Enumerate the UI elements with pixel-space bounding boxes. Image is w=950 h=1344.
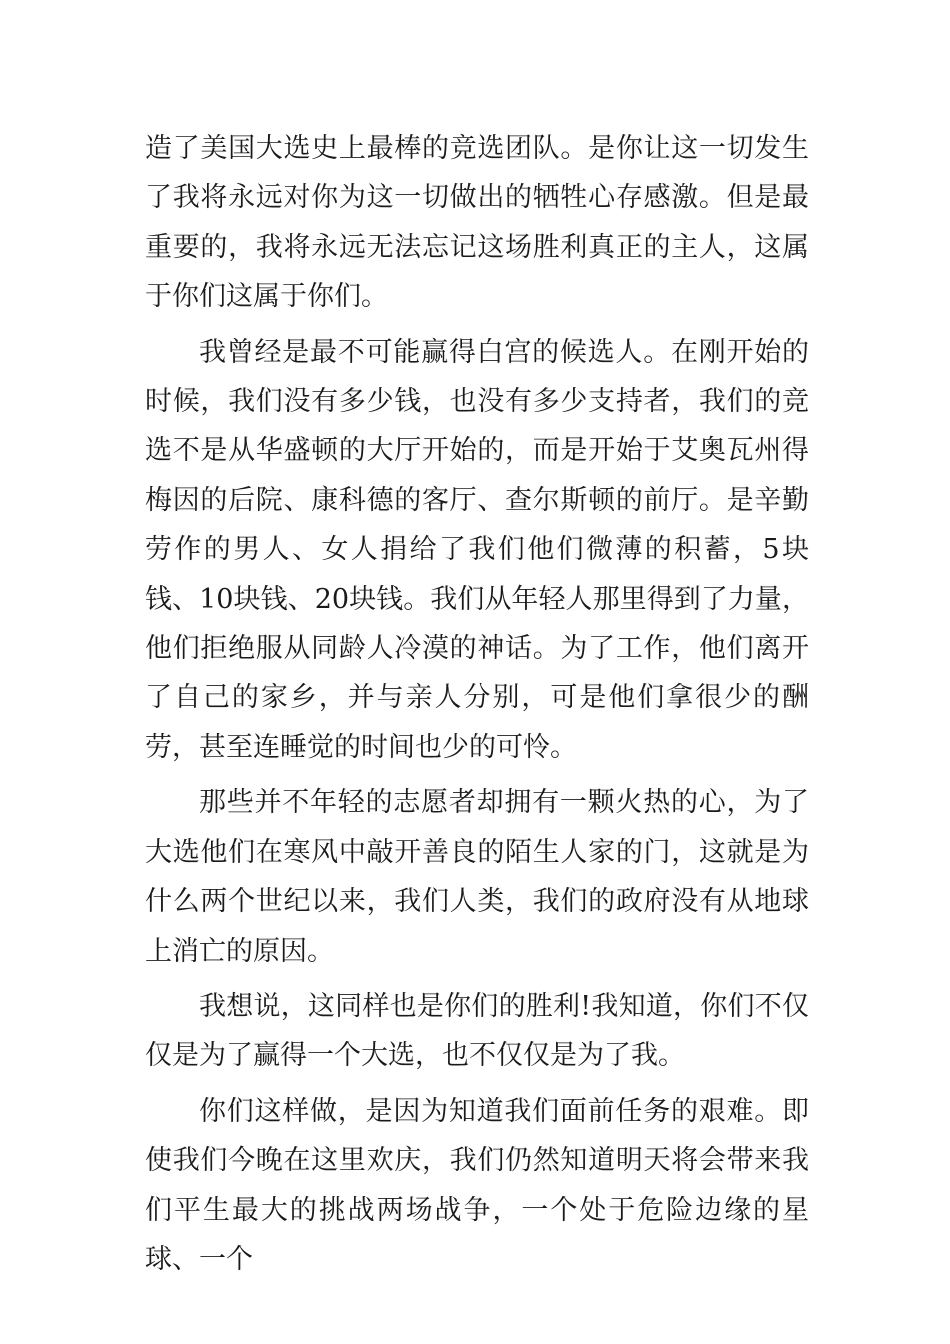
paragraph: 你们这样做，是因为知道我们面前任务的艰难。即使我们今晚在这里欢庆，我们仍然知道明天将会带来我们平生最大的挑战两场战争，一个处于危险边缘的星球、一个 (145, 1095, 809, 1275)
paragraph: 我想说，这同样也是你们的胜利!我知道，你们不仅仅是为了赢得一个大选，也不仅仅是为了我。 (145, 990, 809, 1072)
paragraph: 那些并不年轻的志愿者却拥有一颗火热的心，为了大选他们在寒风中敲开善良的陌生人家的门，这就是为什么两个世纪以来，我们人类，我们的政府没有从地球上消亡的原因。 (145, 787, 809, 967)
paragraph-continuation: 造了美国大选史上最棒的竞选团队。是你让这一切发生了我将永远对你为这一切做出的牺牲心存感激。但是最重要的，我将永远无法忘记这场胜利真正的主人，这属于你们这属于你们。 (145, 133, 809, 313)
document-body (145, 124, 809, 1290)
paragraph: 我曾经是最不可能赢得白宫的候选人。在刚开始的时候，我们没有多少钱，也没有多少支持者，我们的竞选不是从华盛顿的大厅开始的，而是开始于艾奥瓦州得梅因的后院、康科德的客厅、查尔斯顿的前厅。是辛勤劳作的男人、女人捐给了我们他们微薄的积蓄，5块钱、10块钱、20块钱。我们从年轻人那里得到了力量，他们拒绝服从同龄人冷漠的神话。为了工作，他们离开了自己的家乡，并与亲人分别，可是他们拿很少的酬劳，甚至连睡觉的时间也少的可怜。 (145, 336, 809, 763)
